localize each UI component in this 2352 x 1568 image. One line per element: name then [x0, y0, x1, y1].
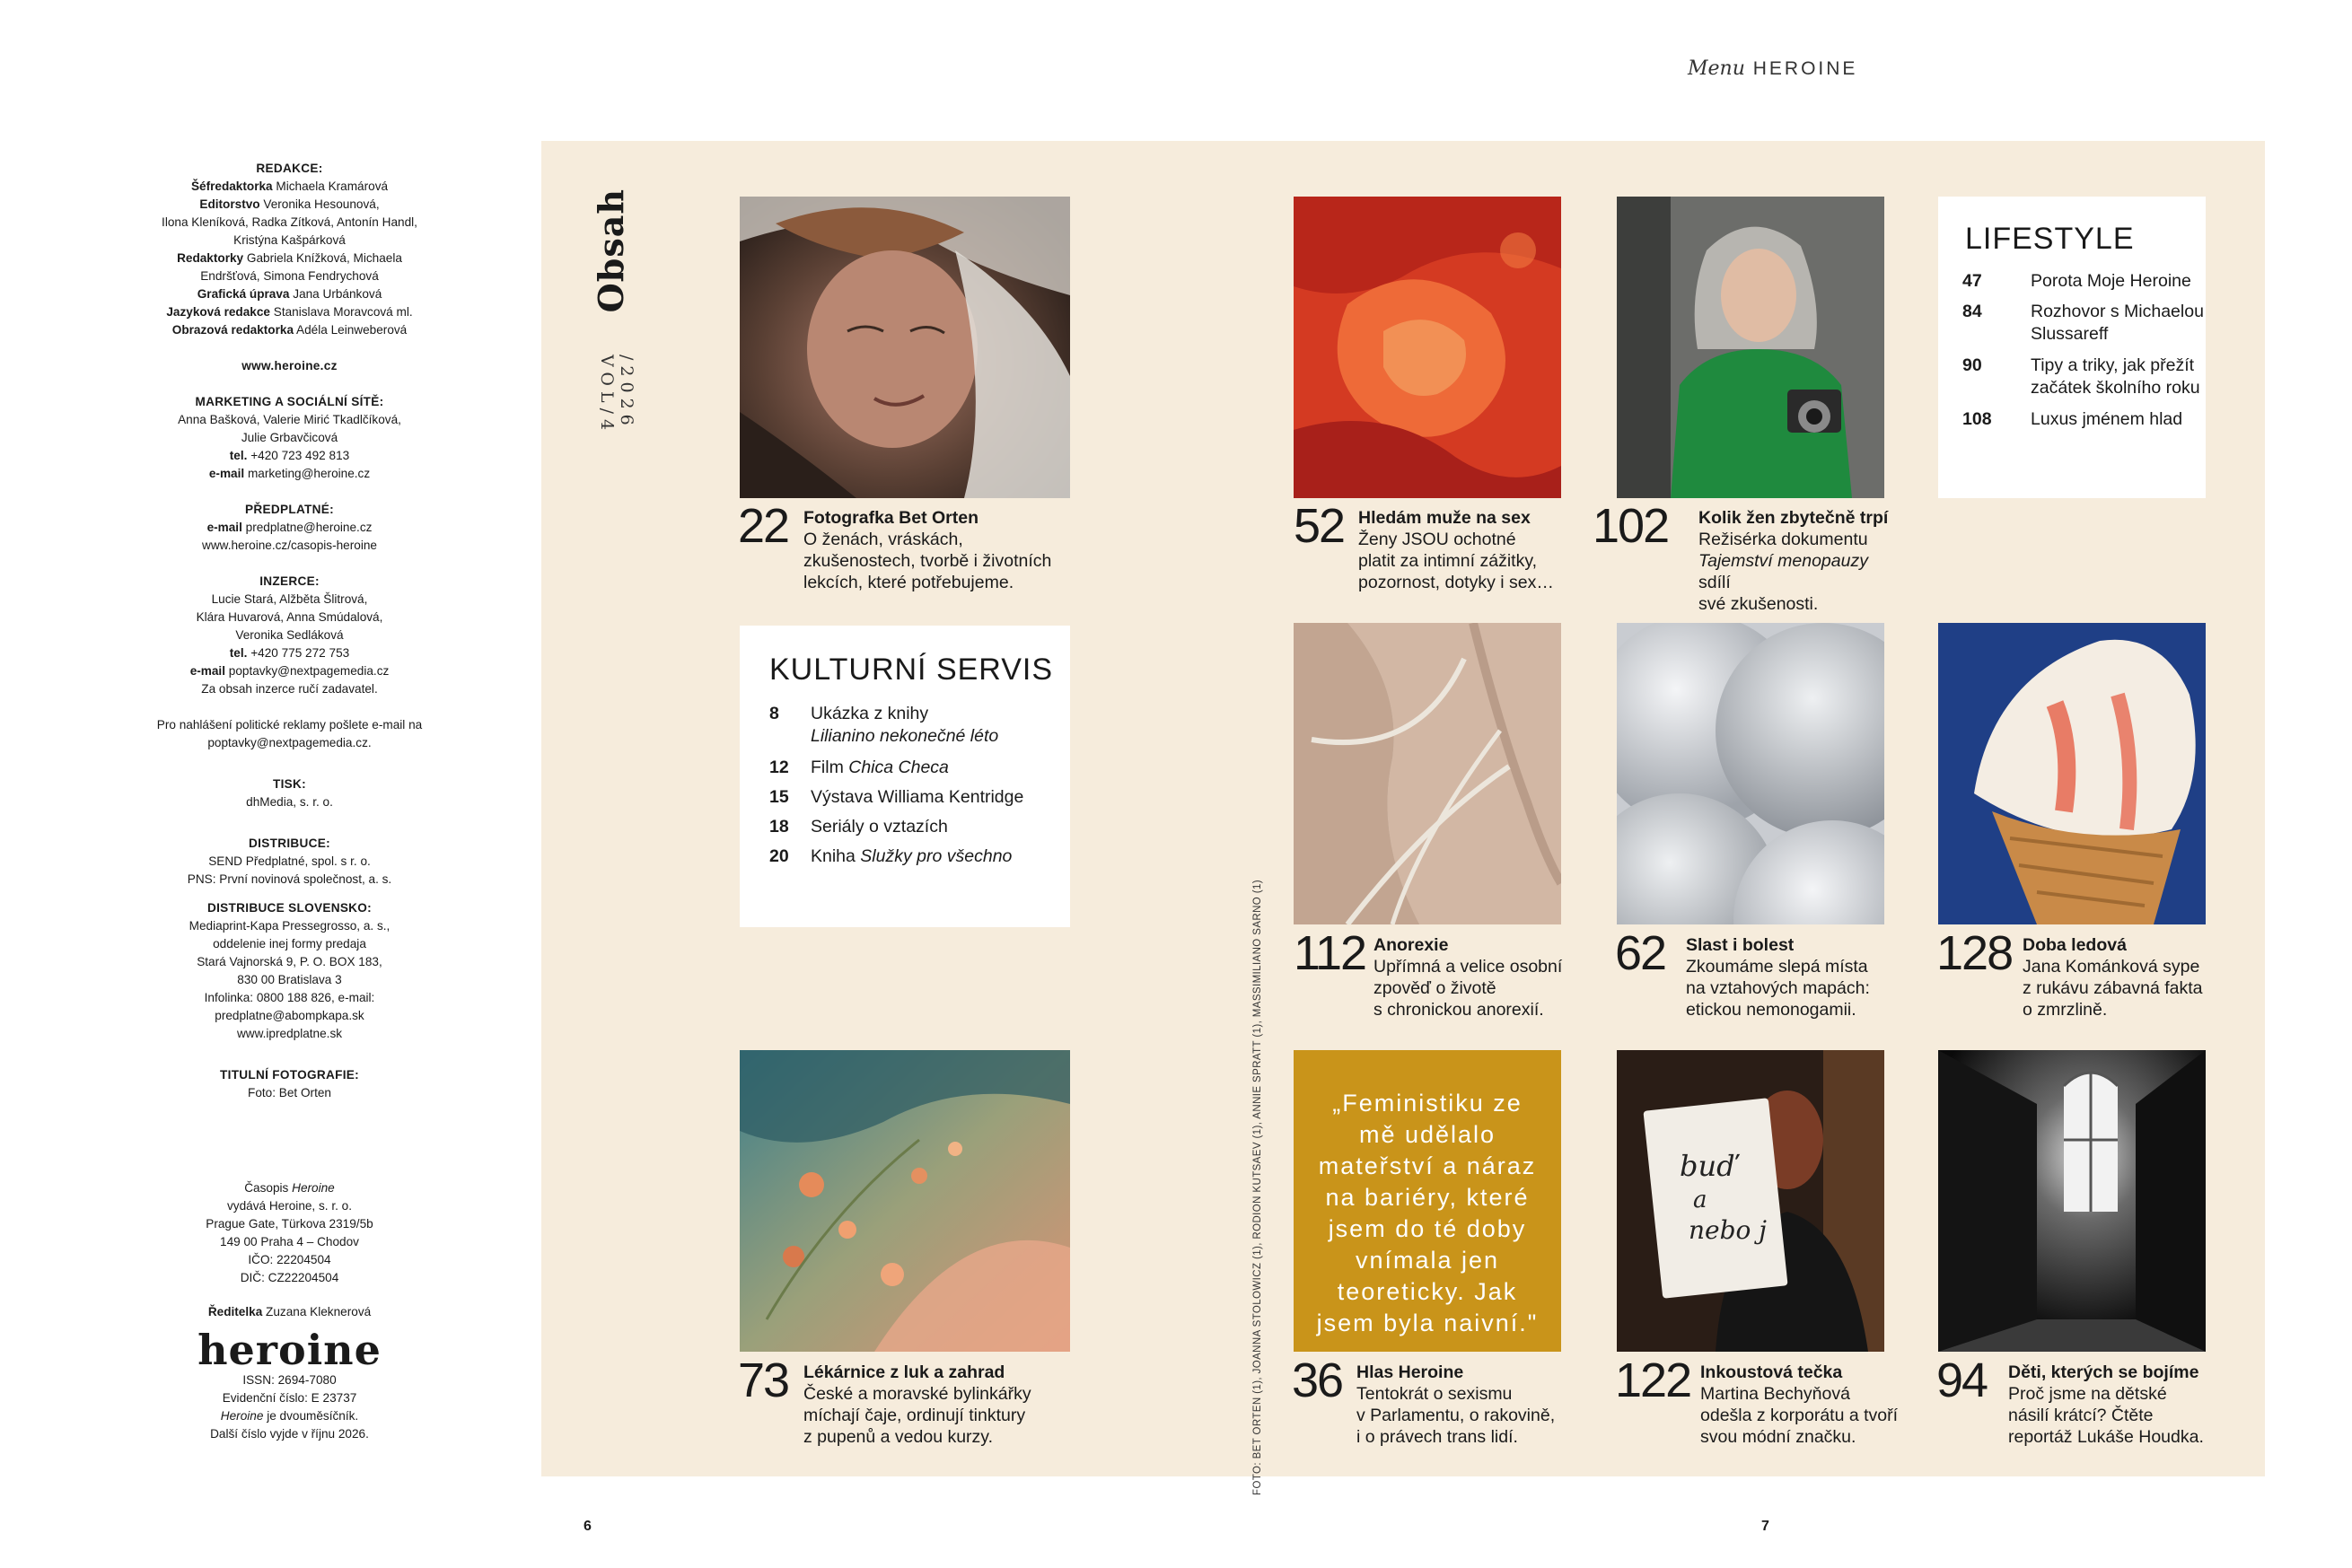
masthead-line: SEND Předplatné, spol. s r. o.: [208, 854, 371, 868]
masthead-line: Kristýna Kašpárková: [233, 233, 346, 247]
article-102[interactable]: 102 Kolik žen zbytečně trpí Režisérka dokumentu Tajemství menopauzy sdílí své zkušenosti.: [1593, 499, 1889, 614]
masthead-line: DIČ: CZ22204504: [240, 1271, 339, 1284]
masthead-line: Časopis Heroine: [244, 1181, 335, 1195]
masthead-line: PNS: První novinová společnost, a. s.: [187, 872, 392, 886]
article-122[interactable]: 122 Inkoustová tečka Martina Bechyňová odešla z korporátu a tvoří svou módní značku.: [1615, 1353, 1899, 1447]
masthead-line: Grafická úprava Jana Urbánková: [197, 287, 382, 301]
masthead-line: dhMedia, s. r. o.: [246, 795, 333, 809]
masthead-line: e-mail poptavky@nextpagemedia.cz: [189, 664, 390, 678]
masthead: [126, 160, 453, 1443]
masthead-line: e-mail predplatne@heroine.cz: [206, 521, 373, 534]
issue-volume-label: VOL/4: [597, 355, 617, 436]
masthead-line: Pro nahlášení politické reklamy pošlete e-mail na: [156, 718, 423, 731]
masthead-marketing-heading: MARKETING A SOCIÁLNÍ SÍTĚ:: [195, 395, 384, 408]
masthead-line: Veronika Sedláková: [235, 628, 344, 642]
article-62[interactable]: 62 Slast i bolest Zkoumáme slepá místa na vztahových mapách: etickou nemonogamii.: [1615, 926, 1870, 1020]
lifestyle-title: LIFESTYLE: [1965, 222, 2135, 256]
masthead-line: Foto: Bet Orten: [248, 1086, 331, 1099]
article-52[interactable]: 52 Hledám muže na sex Ženy JSOU ochotné platit za intimní zážitky, pozornost, dotyky i sex…: [1294, 499, 1554, 592]
kulturni-servis-title: KULTURNÍ SERVIS: [769, 653, 1054, 687]
masthead-titulni-heading: TITULNÍ FOTOGRAFIE:: [220, 1068, 359, 1082]
page-number-right: 7: [1761, 1519, 1769, 1534]
photo-red-painting: [1294, 197, 1561, 498]
masthead-web: www.heroine.cz: [241, 359, 338, 372]
masthead-line: Heroine je dvouměsíčník.: [220, 1409, 359, 1423]
masthead-line: Redaktorky Gabriela Knížková, Michaela: [177, 251, 402, 265]
masthead-line: Lucie Stará, Alžběta Šlitrová,: [211, 592, 368, 606]
kulturni-servis-box: KULTURNÍ SERVIS 8 Ukázka z knihy Lilianino nekonečné léto 12 Film Chica Checa 15 Výstava Williama Kentridge 18 Seriály o vztazích 20 Kniha Služky pro všechno: [740, 626, 1070, 927]
photo-woman-sign: [1617, 1050, 1884, 1352]
heroine-logo: heroine: [197, 1326, 382, 1374]
photo-back-cords: [1294, 623, 1561, 924]
photo-bet-orten: [740, 197, 1070, 498]
lifestyle-box: LIFESTYLE 47 Porota Moje Heroine 84 Rozhovor s Michaelou Slussareff 90 Tipy a triky, jak přežít začátek školního roku 108 Luxus jménem hlad: [1938, 197, 2206, 498]
masthead-line: 149 00 Praha 4 – Chodov: [220, 1235, 359, 1248]
quote-text: „Feministiku ze mě udělalo mateřství a náraz na bariéry, které jsem do té doby vnímala jen teoreticky. Jak jsem byla naivní.": [1316, 1090, 1539, 1336]
running-head-menu: Menu: [1688, 57, 1745, 80]
sign-text: a: [1693, 1187, 1707, 1213]
masthead-line: Mediaprint-Kapa Pressegrosso, a. s.,: [189, 919, 391, 933]
masthead-line: Šéfredaktorka Michaela Kramárová: [190, 180, 389, 193]
masthead-line: predplatne@abompkapa.sk: [215, 1009, 364, 1022]
masthead-distribuce-sk-heading: DISTRIBUCE SLOVENSKO:: [206, 901, 373, 915]
masthead-line: poptavky@nextpagemedia.cz.: [207, 736, 372, 749]
masthead-line: 830 00 Bratislava 3: [237, 973, 342, 986]
masthead-line: IČO: 22204504: [248, 1253, 331, 1266]
masthead-line: Evidenční číslo: E 23737: [222, 1391, 357, 1405]
photo-woman-camera: [1617, 197, 1884, 498]
article-128[interactable]: 128 Doba ledová Jana Kománková sype z rukávu zábavná fakta o zmrzlině.: [1936, 926, 2203, 1020]
masthead-distribuce-heading: DISTRIBUCE:: [249, 837, 330, 850]
running-head: [1688, 57, 1857, 80]
masthead-line: Stará Vajnorská 9, P. O. BOX 183,: [197, 955, 382, 968]
masthead-line: Další číslo vyjde v říjnu 2026.: [210, 1427, 369, 1441]
masthead-line: Obrazová redaktorka Adéla Leinweberová: [171, 323, 408, 337]
sign-text: buď: [1680, 1149, 1735, 1183]
masthead-redakce-heading: REDAKCE:: [256, 162, 323, 175]
contents-title-text: Obsah: [591, 188, 631, 313]
article-112[interactable]: 112 Anorexie Upřímná a velice osobní zpověď o životě s chronickou anorexií.: [1294, 926, 1563, 1020]
issue-volume: [595, 355, 640, 471]
masthead-line: tel. +420 775 272 753: [229, 646, 350, 660]
masthead-line: Infolinka: 0800 188 826, e-mail:: [204, 991, 375, 1004]
masthead-line: oddelenie inej formy predaja: [213, 937, 366, 950]
masthead-inzerce-heading: INZERCE:: [259, 574, 320, 588]
masthead-line: Ředitelka Zuzana Kleknerová: [207, 1305, 372, 1318]
masthead-predplatne-heading: PŘEDPLATNÉ:: [245, 503, 334, 516]
article-73[interactable]: 73 Lékárnice z luk a zahrad České a moravské bylinkářky míchají čaje, ordinují tinktury z pupenů a vedou kurzy.: [738, 1353, 1031, 1447]
masthead-line: Julie Grbavčicová: [241, 431, 338, 444]
masthead-line: Prague Gate, Türkova 2319/5b: [206, 1217, 373, 1231]
photo-credits: [1252, 880, 1274, 1495]
masthead-line: Klára Huvarová, Anna Smúdalová,: [196, 610, 383, 624]
running-head-brand: HEROINE: [1752, 58, 1858, 79]
masthead-tisk-heading: TISK:: [273, 777, 306, 791]
article-36[interactable]: 36 Hlas Heroine Tentokrát o sexismu v Parlamentu, o rakovině, i o právech trans lidí.: [1292, 1353, 1556, 1447]
masthead-line: www.ipredplatne.sk: [236, 1027, 343, 1040]
masthead-line: Anna Bašková, Valerie Mirić Tkadlčíková,: [178, 413, 401, 426]
article-94[interactable]: 94 Děti, kterých se bojíme Proč jsme na dětské násilí krátcí? Čtěte reportáž Lukáše Houdka.: [1936, 1353, 2204, 1447]
photo-ice-cream: [1938, 623, 2206, 924]
contents-title: [591, 188, 645, 341]
photo-white-spheres: [1617, 623, 1884, 924]
masthead-line: e-mail marketing@heroine.cz: [208, 467, 371, 480]
masthead-line: ISSN: 2694-7080: [242, 1373, 337, 1387]
masthead-line: vydává Heroine, s. r. o.: [226, 1199, 353, 1213]
masthead-line: tel. +420 723 492 813: [229, 449, 350, 462]
masthead-line: Jazyková redakce Stanislava Moravcová ml.: [166, 305, 413, 319]
masthead-line: Endršťová, Simona Fendrychová: [200, 269, 379, 283]
photo-dark-corridor: [1938, 1050, 2206, 1352]
issue-year-label: /2026: [617, 355, 636, 431]
article-22[interactable]: 22 Fotografka Bet Orten O ženách, vráskách, zkušenostech, tvorbě i životních lekcích, které potřebujeme.: [738, 499, 1052, 592]
masthead-line: Ilona Kleníková, Radka Zítková, Antonín Handl,: [162, 215, 417, 229]
masthead-line: Za obsah inzerce ručí zadavatel.: [201, 682, 378, 696]
masthead-line: www.heroine.cz/casopis-heroine: [202, 539, 377, 552]
masthead-line: Editorstvo Veronika Hesounová,: [199, 197, 380, 211]
photo-herbs: [740, 1050, 1070, 1352]
photo-credits-text: FOTO: BET ORTEN (1), JOANNA STOLOWICZ (1), RODION KUTSAEV (1), ANNIE SPRATT (1), MASSIMILIANO SARNO (1): [1252, 880, 1263, 1495]
quote-box: [1294, 1050, 1561, 1352]
page-number-left: 6: [584, 1519, 592, 1534]
sign-text: nebo j: [1689, 1215, 1767, 1245]
